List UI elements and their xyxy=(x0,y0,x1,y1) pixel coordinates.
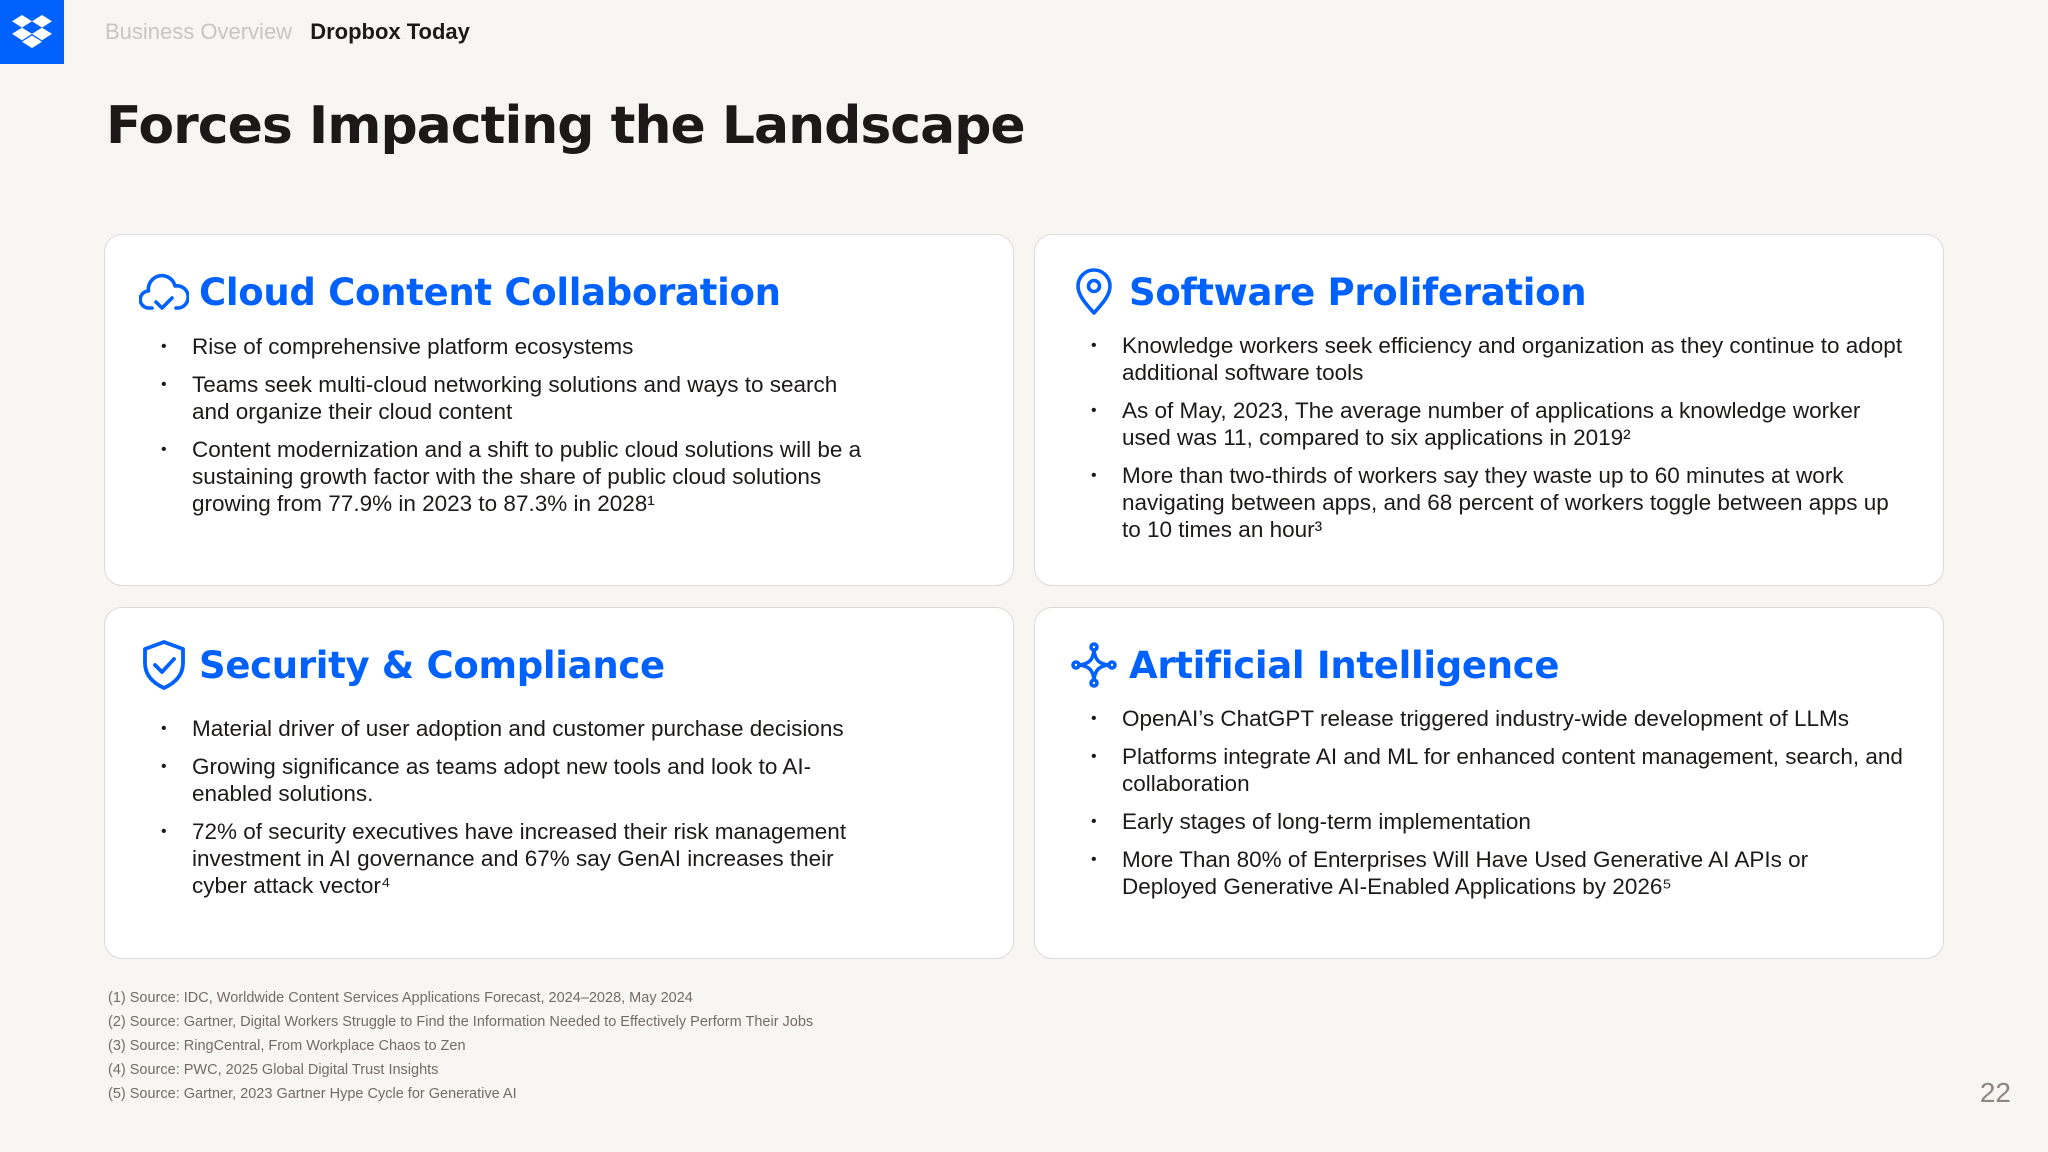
bullet-item: • Early stages of long-term implementation xyxy=(1091,808,1903,835)
bullet-item: • Knowledge workers seek efficiency and organization as they continue to adopt additional software tools xyxy=(1091,332,1903,386)
card-title: Software Proliferation xyxy=(1129,270,1587,314)
footnote: (4) Source: PWC, 2025 Global Digital Trust Insights xyxy=(108,1062,439,1078)
footnote: (1) Source: IDC, Worldwide Content Services Applications Forecast, 2024–2028, May 2024 xyxy=(108,990,693,1006)
bullet-item: • Platforms integrate AI and ML for enhanced content management, search, and collaboration xyxy=(1091,743,1903,797)
bullet-item: • As of May, 2023, The average number of applications a knowledge worker used was 11, compared to six applications in 2019² xyxy=(1091,397,1903,451)
breadcrumb-current: Dropbox Today xyxy=(310,19,470,44)
breadcrumb-section[interactable]: Business Overview xyxy=(105,19,293,44)
ai-sparkle-icon xyxy=(1067,638,1121,692)
footnotes xyxy=(108,986,813,1106)
bullet-item: • Growing significance as teams adopt new tools and look to AI-enabled solutions. xyxy=(161,753,873,807)
card-title: Security & Compliance xyxy=(199,643,665,687)
dropbox-logo-icon[interactable] xyxy=(0,0,64,64)
card-cloud-content-collaboration xyxy=(104,234,1014,586)
cloud-check-icon xyxy=(137,265,191,319)
shield-check-icon xyxy=(137,638,191,692)
card-artificial-intelligence xyxy=(1034,607,1944,959)
bullet-list xyxy=(161,333,873,528)
bullet-item: • OpenAI’s ChatGPT release triggered industry-wide development of LLMs xyxy=(1091,705,1903,732)
footnote: (3) Source: RingCentral, From Workplace Chaos to Zen xyxy=(108,1038,466,1054)
card-title: Artificial Intelligence xyxy=(1129,643,1560,687)
card-title: Cloud Content Collaboration xyxy=(199,270,781,314)
card-software-proliferation xyxy=(1034,234,1944,586)
bullet-item: • More Than 80% of Enterprises Will Have Used Generative AI APIs or Deployed Generative AI-Enabled Applications by 2026⁵ xyxy=(1091,846,1903,900)
bullet-list xyxy=(161,715,873,910)
footnote: (5) Source: Gartner, 2023 Gartner Hype Cycle for Generative AI xyxy=(108,1086,517,1102)
bullet-item: • Material driver of user adoption and customer purchase decisions xyxy=(161,715,873,742)
breadcrumb xyxy=(105,19,470,45)
bullet-list xyxy=(1091,332,1903,554)
location-pin-icon xyxy=(1067,265,1121,319)
bullet-item: • Teams seek multi-cloud networking solutions and ways to search and organize their cloud content xyxy=(161,371,873,425)
page-number: 22 xyxy=(1979,1077,2011,1108)
bullet-item: • Content modernization and a shift to public cloud solutions will be a sustaining growth factor with the share of public cloud solutions growing from 77.9% in 2023 to 87.3% in 2028¹ xyxy=(161,436,873,517)
card-security-compliance xyxy=(104,607,1014,959)
page-title: Forces Impacting the Landscape xyxy=(106,96,1025,156)
bullet-item: • More than two-thirds of workers say they waste up to 60 minutes at work navigating between apps, and 68 percent of workers toggle between apps up to 10 times an hour³ xyxy=(1091,462,1903,543)
footnote: (2) Source: Gartner, Digital Workers Struggle to Find the Information Needed to Effectively Perform Their Jobs xyxy=(108,1014,814,1030)
bullet-item: • 72% of security executives have increased their risk management investment in AI governance and 67% say GenAI increases their cyber attack vector⁴ xyxy=(161,818,873,899)
bullet-item: • Rise of comprehensive platform ecosystems xyxy=(161,333,873,360)
bullet-list xyxy=(1091,705,1903,911)
